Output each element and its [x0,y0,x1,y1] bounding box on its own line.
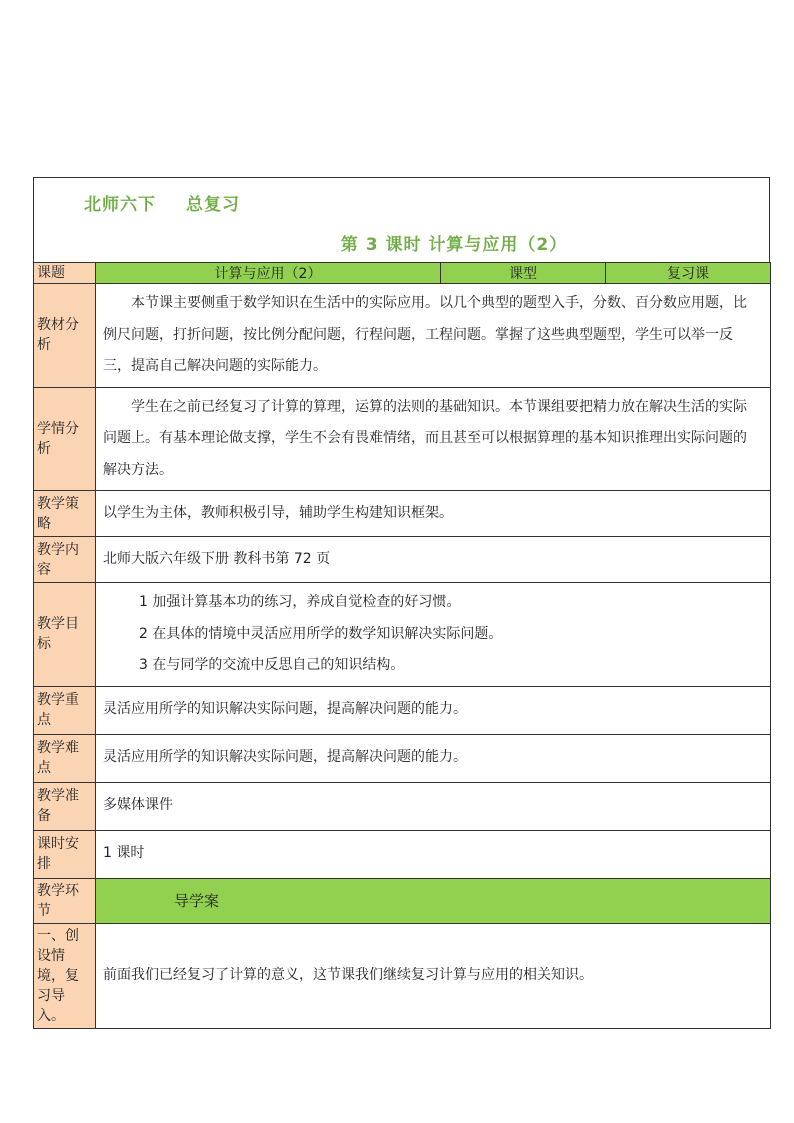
strategy-row [34,491,771,537]
lesson-title: 第 3 课时 计算与应用（2） [340,235,568,255]
student-analysis-row [34,387,771,491]
plan-header [33,177,770,262]
schedule-text: 1 课时 [96,830,771,878]
step-one-row [34,923,771,1028]
process-row [34,878,771,923]
textbook-analysis-label: 教材分析 [34,284,96,388]
content-label: 教学内容 [34,537,96,583]
goals-label: 教学目标 [34,583,96,687]
content-text: 北师大版六年级下册 教科书第 72 页 [96,537,771,583]
strategy-label: 教学策略 [34,491,96,537]
course-name: 北师六下 [84,195,156,215]
textbook-analysis-text: 本节课主要侧重于数学知识在生活中的实际应用。以几个典型的题型入手，分数、百分数应用题，比例尺问题，打折问题，按比例分配问题，行程问题，工程问题。掌握了这些典型题型，学生可以举一反三，提高自己解决问题的实际能力。 [96,284,771,388]
process-label: 教学环节 [34,878,96,923]
difficulties-label: 教学难点 [34,734,96,782]
course-heading [84,190,240,215]
goal-item: 1 加强计算基本功的练习，养成自觉检查的好习惯。 [139,594,461,610]
strategy-text: 以学生为主体，教师积极引导，辅助学生构建知识框架。 [96,491,771,537]
lesson-type-label: 课型 [441,263,606,284]
textbook-analysis-row [34,284,771,388]
topic-row [34,263,771,284]
schedule-label: 课时安排 [34,830,96,878]
content-row [34,537,771,583]
goals-list [96,583,771,687]
goal-item: 3 在与同学的交流中反思自己的知识结构。 [139,657,405,673]
goals-row [34,583,771,687]
key-points-label: 教学重点 [34,686,96,734]
schedule-row [34,830,771,878]
key-points-text: 灵活应用所学的知识解决实际问题，提高解决问题的能力。 [96,686,771,734]
preparation-text: 多媒体课件 [96,782,771,830]
key-points-row [34,686,771,734]
step-one-text: 前面我们已经复习了计算的意义，这节课我们继续复习计算与应用的相关知识。 [96,923,771,1028]
step-one-label: 一、创设情境，复习导入。 [34,923,96,1028]
lesson-plan-table [33,262,771,1029]
unit-name: 总复习 [186,195,240,215]
goal-item: 2 在具体的情境中灵活应用所学的数学知识解决实际问题。 [139,625,503,642]
difficulties-text: 灵活应用所学的知识解决实际问题，提高解决问题的能力。 [96,734,771,782]
lesson-type-value: 复习课 [606,263,771,284]
topic-label: 课题 [34,263,96,284]
student-analysis-text: 学生在之前已经复习了计算的算理，运算的法则的基础知识。本节课组要把精力放在解决生活的实际问题上。有基本理论做支撑，学生不会有畏难情绪，而且甚至可以根据算理的基本知识推理出实际问题的解决方法。 [96,387,771,491]
preparation-row [34,782,771,830]
student-analysis-label: 学情分析 [34,387,96,491]
preparation-label: 教学准备 [34,782,96,830]
process-header: 导学案 [96,878,771,923]
lesson-plan-sheet [33,177,770,1029]
topic-value: 计算与应用（2） [96,263,441,284]
difficulties-row [34,734,771,782]
